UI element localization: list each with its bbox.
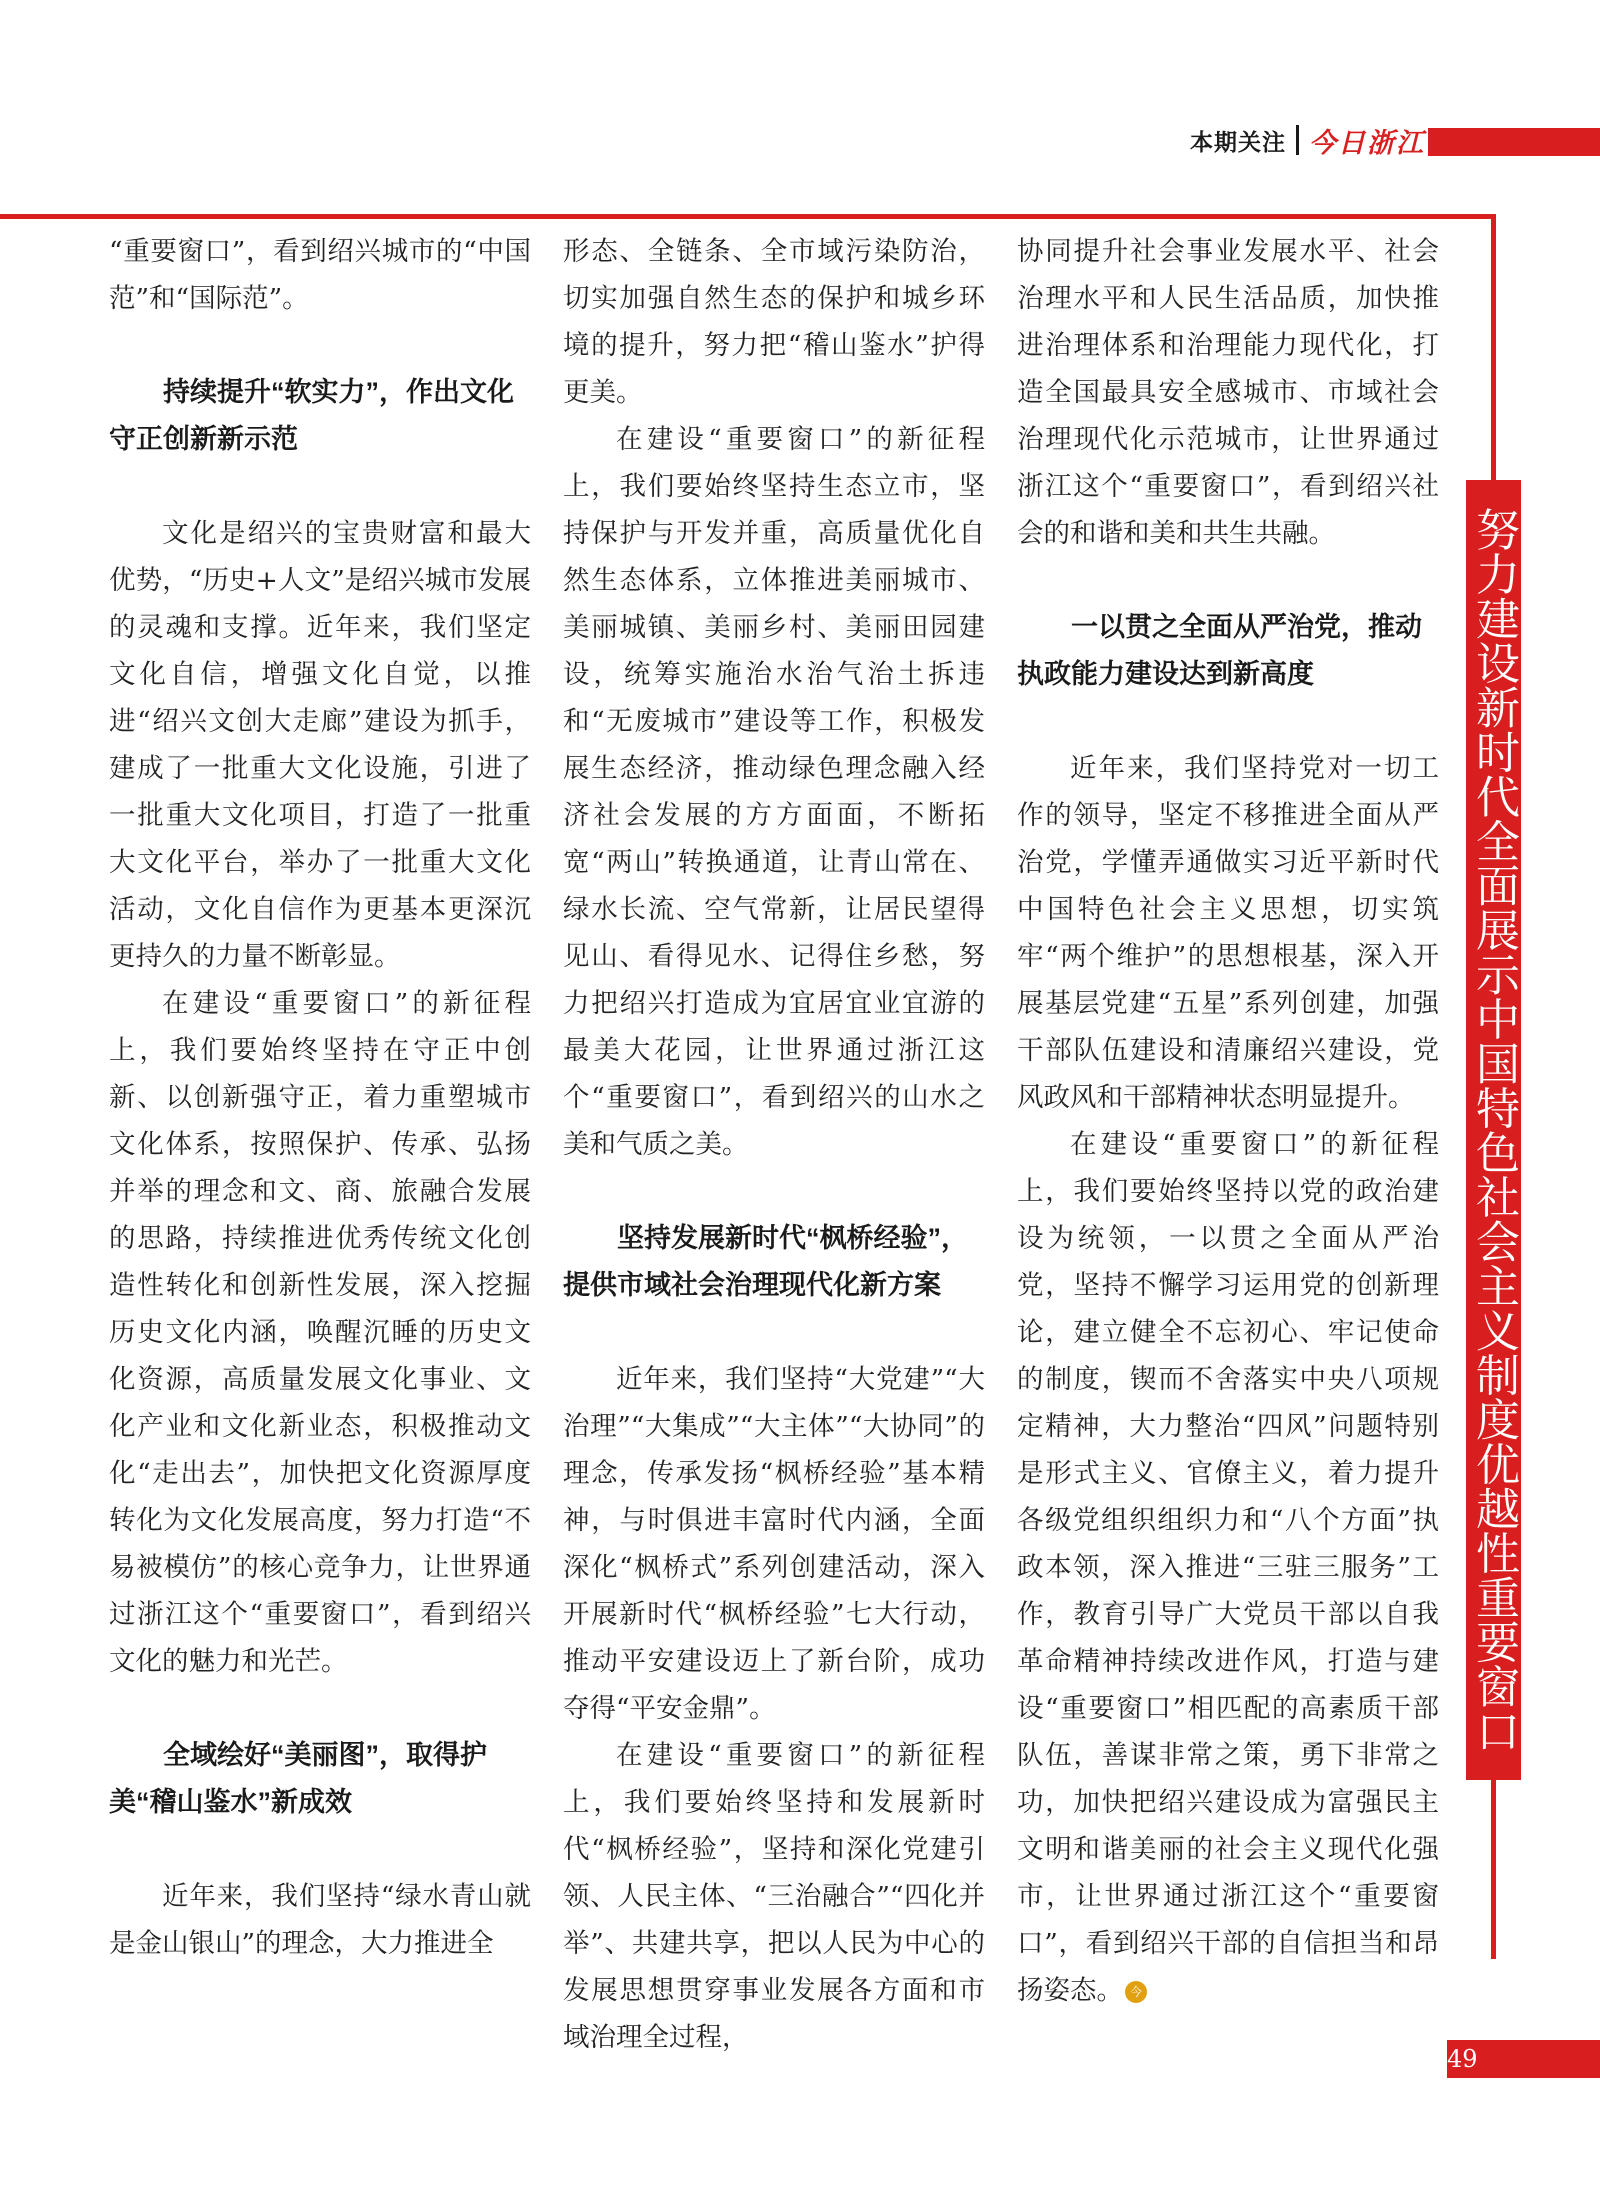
column-2 bbox=[563, 228, 985, 2061]
header-accent-bar bbox=[1428, 128, 1600, 156]
paragraph: 形态、全链条、全市域污染防治，切实加强自然生态的保护和城乡环境的提升，努力把“稽山鉴水”护得更美。 bbox=[563, 236, 985, 408]
paragraph-text: 在建设“重要窗口”的新征程上，我们要始终坚持以党的政治建设为统领，一以贯之全面从严治党，坚持不懈学习运用党的创新理论，建立健全不忘初心、牢记使命的制度，锲而不舍落实中央八项规定精神，大力整治“四风”问题特别是形式主义、官僚主义，着力提升各级党组织组织力和“八个方面”执政本领，深入推进“三驻三服务”工作，教育引导广大党员干部以自我革命精神持续改进作风，打造与建设“重要窗口”相匹配的高素质干部队伍，善谋非常之策，勇下非常之功，加快把绍兴建设成为富强民主文明和谐美丽的社会主义现代化强市，让世界通过浙江这个“重要窗口”，看到绍兴干部的自信担当和昂扬姿态。 bbox=[1017, 1129, 1439, 2006]
paragraph: 近年来，我们坚持党对一切工作的领导，坚定不移推进全面从严治党，学懂弄通做实习近平新时代中国特色社会主义思想，切实筑牢“两个维护”的思想根基，深入开展基层党建“五星”系列创建，加强干部队伍建设和清廉绍兴建设，党风政风和干部精神状态明显提升。 bbox=[1017, 753, 1439, 1113]
header-divider bbox=[1296, 125, 1299, 155]
paragraph: 在建设“重要窗口”的新征程上，我们要始终坚持生态立市，坚持保护与开发并重，高质量优化自然生态体系，立体推进美丽城市、美丽城镇、美丽乡村、美丽田园建设，统筹实施治水治气治土拆违和“无废城市”建设等工作，积极发展生态经济，推动绿色理念融入经济社会发展的方方面面，不断拓宽“两山”转换通道，让青山常在、绿水长流、空气常新，让居民望得见山、看得见水、记得住乡愁，努力把绍兴打造成为宜居宜业宜游的最美大花园，让世界通过浙江这个“重要窗口”，看到绍兴的山水之美和气质之美。 bbox=[563, 424, 985, 1160]
end-mark-icon: 今 bbox=[1125, 1981, 1147, 2003]
column-3 bbox=[1017, 228, 1439, 2014]
page-number bbox=[1447, 2040, 1600, 2078]
paragraph: 在建设“重要窗口”的新征程上，我们要始终坚持和发展新时代“枫桥经验”，坚持和深化党建引领、人民主体、“三治融合”“四化并举”、共建共享，把以人民为中心的发展思想贯穿事业发展各方面和市域治理全过程， bbox=[563, 1740, 985, 2053]
paragraph bbox=[1017, 1121, 1439, 2014]
paragraph: 协同提升社会事业发展水平、社会治理水平和人民生活品质，加快推进治理体系和治理能力现代化，打造全国最具安全感城市、市域社会治理现代化示范城市，让世界通过浙江这个“重要窗口”，看到绍兴社会的和谐和美和共生共融。 bbox=[1017, 236, 1439, 549]
paragraph: “重要窗口”，看到绍兴城市的“中国范”和“国际范”。 bbox=[109, 236, 531, 314]
paragraph: 在建设“重要窗口”的新征程上，我们要始终坚持在守正中创新、以创新强守正，着力重塑城市文化体系，按照保护、传承、弘扬并举的理念和文、商、旅融合发展的思路，持续推进优秀传统文化创造性转化和创新性发展，深入挖掘历史文化内涵，唤醒沉睡的历史文化资源，高质量发展文化事业、文化产业和文化新业态，积极推动文化“走出去”，加快把文化资源厚度转化为文化发展高度，努力打造“不易被模仿”的核心竞争力，让世界通过浙江这个“重要窗口”，看到绍兴文化的魅力和光芒。 bbox=[109, 988, 531, 1677]
paragraph: 近年来，我们坚持“大党建”“大治理”“大集成”“大主体”“大协同”的理念，传承发扬“枫桥经验”基本精神，与时俱进丰富时代内涵，全面深化“枫桥式”系列创建活动，深入开展新时代“枫桥经验”七大行动，推动平安建设迈上了新台阶，成功夺得“平安金鼎”。 bbox=[563, 1364, 985, 1724]
paragraph: 文化是绍兴的宝贵财富和最大优势，“历史+人文”是绍兴城市发展的灵魂和支撑。近年来，我们坚定文化自信，增强文化自觉，以推进“绍兴文创大走廊”建设为抓手，建成了一批重大文化设施，引进了一批重大文化项目，打造了一批重大文化平台，举办了一批重大文化活动，文化自信作为更基本更深沉更持久的力量不断彰显。 bbox=[109, 518, 531, 972]
top-rule bbox=[0, 214, 1496, 219]
section-heading: 持续提升“软实力”，作出文化守正创新新示范 bbox=[109, 377, 514, 454]
paragraph: 近年来，我们坚持“绿水青山就是金山银山”的理念，大力推进全 bbox=[109, 1881, 531, 1959]
section-heading: 全域绘好“美丽图”，取得护美“稽山鉴水”新成效 bbox=[109, 1740, 487, 1817]
page-number-text: 49 bbox=[1447, 2045, 1478, 2073]
page-header bbox=[1190, 122, 1425, 158]
vertical-title-banner: 努力建设新时代全面展示中国特色社会主义制度优越性重要窗口 bbox=[1466, 480, 1521, 1780]
magazine-logo: 今日浙江 bbox=[1309, 127, 1425, 159]
section-label: 本期关注 bbox=[1190, 128, 1286, 155]
section-heading: 坚持发展新时代“枫桥经验”，提供市域社会治理现代化新方案 bbox=[563, 1223, 968, 1300]
column-1 bbox=[109, 228, 531, 1967]
section-heading: 一以贯之全面从严治党，推动执政能力建设达到新高度 bbox=[1017, 612, 1422, 689]
